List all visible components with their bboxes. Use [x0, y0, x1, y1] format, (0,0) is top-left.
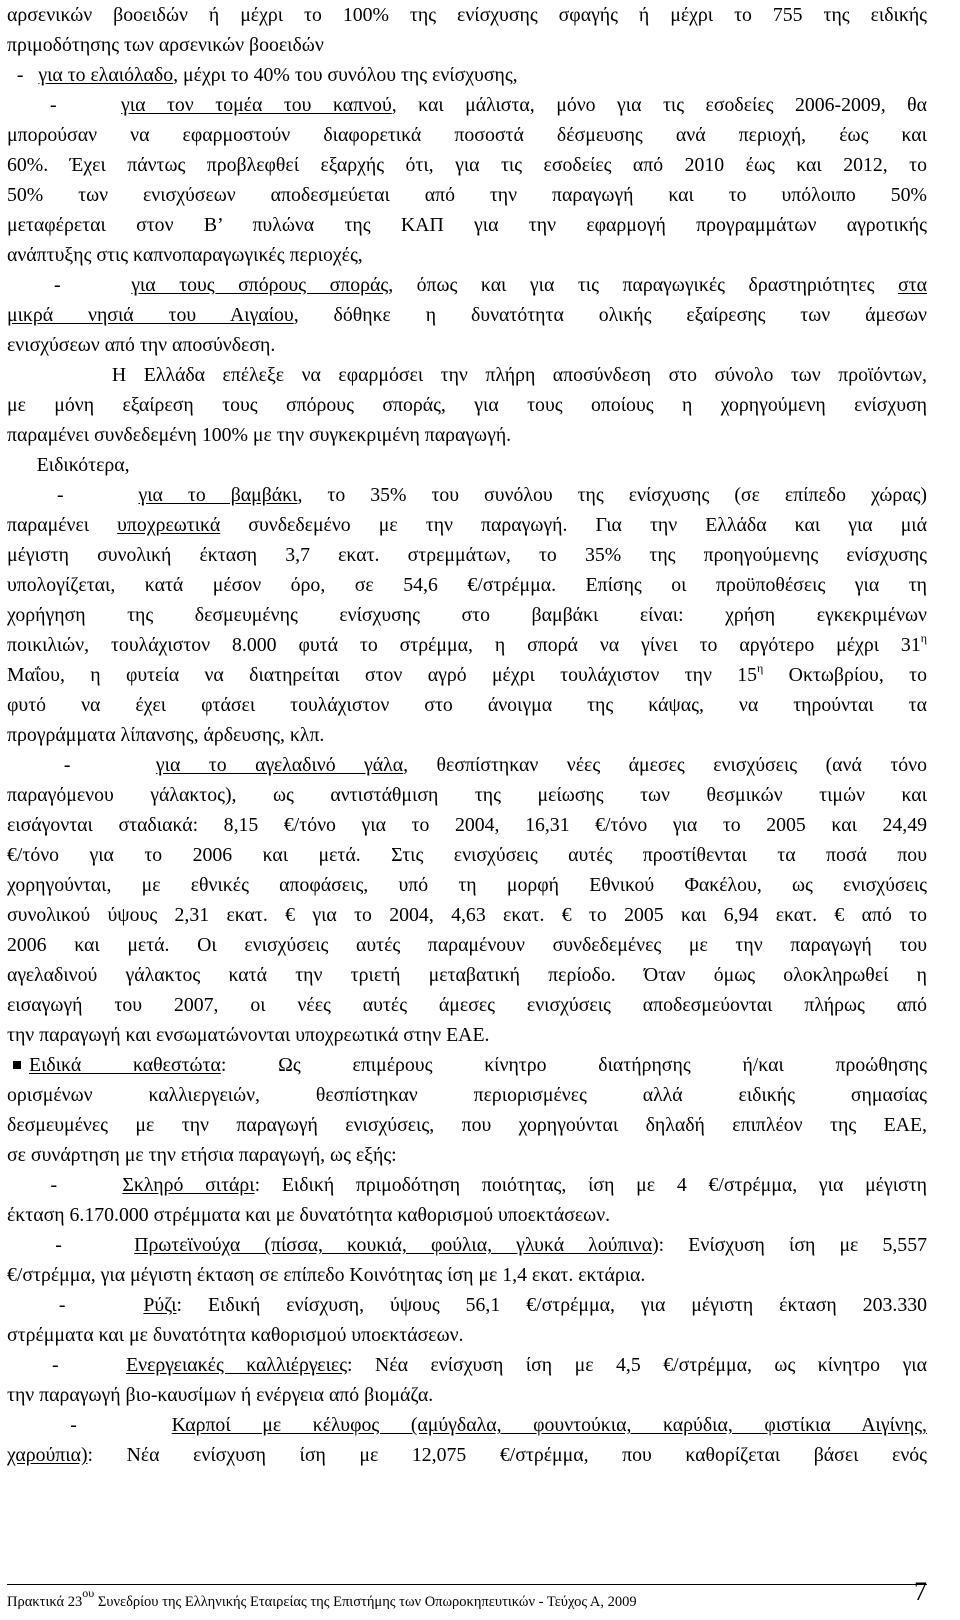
- text-run: -: [7, 1174, 123, 1196]
- text-run: σε συνάρτηση με την ετήσια παραγωγή, ως εξής:: [7, 1144, 397, 1166]
- text-line: [7, 1440, 927, 1470]
- page-number: 7: [914, 1577, 927, 1606]
- underlined-term: Καρποί με κέλυφος (αμύγδαλα, φουντούκια, καρύδια, φιστίκια Αιγίνης,: [171, 1414, 927, 1436]
- text-run: ανάπτυξης στις καπνοπαραγωγικές περιοχές,: [7, 244, 363, 266]
- text-line: [7, 660, 927, 690]
- text-line: [7, 60, 927, 90]
- text-line: [7, 300, 927, 330]
- text-run: μεταφέρεται στον Β’ πυλώνα της ΚΑΠ για την εφαρμογή προγραμμάτων αγροτικής: [7, 214, 927, 236]
- underlined-term: Πρωτεϊνούχα (πίσσα, κουκιά, φούλια, γλυκά λούπινα: [134, 1234, 653, 1256]
- text-line: [7, 1230, 927, 1260]
- text-line: [7, 330, 927, 360]
- text-run: αρσενικών βοοειδών ή μέχρι το 100% της ενίσχυσης σφαγής ή μέχρι το 755 της ειδικής: [7, 4, 927, 26]
- text-run: , θεσπίστηκαν νέες άμεσες ενισχύσεις (ανά τόνο: [403, 754, 927, 776]
- text-line: [7, 630, 927, 660]
- text-line: [7, 960, 927, 990]
- text-line: [7, 1350, 927, 1380]
- underlined-term: υποχρεωτικά: [117, 514, 221, 536]
- underlined-term: για τον τομέα του καπνού: [121, 94, 392, 116]
- text-line: [7, 1320, 927, 1350]
- text-run: έκταση 6.170.000 στρέμματα και με δυνατότητα καθορισμού υποεκτάσεων.: [7, 1204, 611, 1226]
- text-run: , όπως και για τις παραγωγικές δραστηριότητες: [388, 274, 899, 296]
- square-bullet-icon: [13, 1061, 21, 1069]
- text-run: μέγιστη συνολική έκταση 3,7 εκατ. στρεμμάτων, το 35% της προηγούμενης ενίσχυσης: [7, 544, 927, 566]
- text-run: 2006 και μετά. Οι ενισχύσεις αυτές παραμένουν συνδεδεμένες με την παραγωγή του: [7, 934, 927, 956]
- text-line: [7, 750, 927, 780]
- text-run: εισάγονται σταδιακά: 8,15 €/τόνο για το 2004, 16,31 €/τόνο για το 2005 και 24,49: [7, 814, 927, 836]
- text-line: [7, 720, 927, 750]
- text-line: [7, 1410, 927, 1440]
- text-run: : Ειδική ενίσχυση, ύψους 56,1 €/στρέμμα, για μέγιστη έκταση 203.330: [176, 1294, 927, 1316]
- text-line: [7, 30, 927, 60]
- text-line: [7, 840, 927, 870]
- footer-text-a: Πρακτικά 23: [7, 1594, 83, 1610]
- text-line: [7, 1080, 927, 1110]
- underlined-term: Ειδικά καθεστώτα: [29, 1054, 221, 1076]
- text-run: , μέχρι το 40% του συνόλου της ενίσχυσης,: [173, 64, 518, 86]
- text-run: ενισχύσεων από την αποσύνδεση.: [7, 334, 276, 356]
- text-run: ορισμένων καλλιεργειών, θεσπίστηκαν περιορισμένες αλλά ειδικής σημασίας: [7, 1084, 927, 1106]
- text-run: μπορούσαν να εφαρμοστούν διαφορετικά ποσοστά δέσμευσης ανά περιοχή, έως και: [7, 124, 927, 146]
- underlined-term: Σκληρό σιτάρι: [122, 1174, 255, 1196]
- text-run: ποικιλιών, τουλάχιστον 8.000 φυτά το στρέμμα, η σπορά να γίνει το αργότερο μέχρι 31: [7, 634, 921, 656]
- text-line: [7, 210, 927, 240]
- text-run: Οκτωβρίου, το: [763, 664, 927, 686]
- text-run: , δόθηκε η δυνατότητα ολικής εξαίρεσης των άμεσων: [293, 304, 928, 326]
- text-run: χορήγηση της δεσμευμένης ενίσχυσης στο βαμβάκι είναι: χρήση εγκεκριμένων: [7, 604, 927, 626]
- text-run: εισαγωγή του 2007, οι νέες αυτές άμεσες ενισχύσεις αποδεσμεύονται πλήρως από: [7, 994, 927, 1016]
- text-run: φυτό να έχει φτάσει τουλάχιστον στο άνοιγμα της κάψας, να τηρούνται τα: [7, 694, 927, 716]
- text-run: Ειδικότερα,: [7, 454, 130, 476]
- text-run: πριμοδότησης των αρσενικών βοοειδών: [7, 34, 324, 56]
- text-run: με μόνη εξαίρεση τους σπόρους σποράς, για τους οποίους η χορηγούμενη ενίσχυση: [7, 394, 927, 416]
- text-line: [7, 1380, 927, 1410]
- text-line: [7, 930, 927, 960]
- text-run: , και μάλιστα, μόνο για τις εσοδείες 2006-2009, θα: [391, 94, 927, 116]
- text-run: -: [7, 274, 132, 296]
- text-run: την παραγωγή και ενσωματώνονται υποχρεωτικά στην ΕΑΕ.: [7, 1024, 490, 1046]
- text-run: , το 35% του συνόλου της ενίσχυσης (σε επίπεδο χώρας): [297, 484, 927, 506]
- text-line: [7, 390, 927, 420]
- text-line: [7, 540, 927, 570]
- underlined-term: Ενεργειακές καλλιέργειες: [126, 1354, 348, 1376]
- text-run: -: [7, 484, 139, 506]
- text-run: 50% των ενισχύσεων αποδεσμεύεται από την παραγωγή και το υπόλοιπο 50%: [7, 184, 927, 206]
- underlined-term: για το βαμβάκι: [138, 484, 298, 506]
- underlined-term: για τους σπόρους σποράς: [131, 274, 389, 296]
- text-line: [7, 270, 927, 300]
- text-run: ): Ενίσχυση ίση με 5,557: [652, 1234, 927, 1256]
- text-run: -: [7, 1414, 172, 1436]
- text-line: [7, 120, 927, 150]
- text-line: [7, 600, 927, 630]
- text-run: χορηγούνται, με εθνικές αποφάσεις, υπό τη μορφή Εθνικού Φακέλου, ως ενισχύσεις: [7, 874, 927, 896]
- text-line: [7, 780, 927, 810]
- text-line: [7, 900, 927, 930]
- text-line: [7, 1020, 927, 1050]
- text-line: [7, 1050, 927, 1080]
- underlined-term: στα: [898, 274, 927, 296]
- superscript: η: [757, 661, 764, 675]
- text-line: [7, 870, 927, 900]
- text-run: : Νέα ενίσχυση ίση με 4,5 €/στρέμμα, ως κίνητρο για: [347, 1354, 927, 1376]
- text-run: την παραγωγή βιο-καυσίμων ή ενέργεια από βιομάζα.: [7, 1384, 434, 1406]
- text-line: [7, 990, 927, 1020]
- footer-superscript: ου: [82, 1586, 95, 1600]
- text-run: -: [7, 1294, 144, 1316]
- text-line: [7, 1200, 927, 1230]
- underlined-term: για το ελαιόλαδο: [38, 64, 174, 86]
- text-line: [7, 240, 927, 270]
- superscript: η: [920, 631, 927, 645]
- text-line: [7, 480, 927, 510]
- text-run: -: [7, 64, 39, 86]
- text-run: συνδεδεμένο με την παραγωγή. Για την Ελλάδα και για μιά: [220, 514, 927, 536]
- text-run: Μαΐου, η φυτεία να διατηρείται στον αγρό μέχρι τουλάχιστον την 15: [7, 664, 758, 686]
- text-run: συνολικού ύψους 2,31 εκατ. € για το 2004, 4,63 εκατ. € το 2005 και 6,94 εκατ. € από το: [7, 904, 927, 926]
- text-line: [7, 1290, 927, 1320]
- text-line: [7, 360, 927, 390]
- text-line: [7, 690, 927, 720]
- text-run: Η Ελλάδα επέλεξε να εφαρμόσει την πλήρη αποσύνδεση στο σύνολο των προϊόντων,: [7, 364, 927, 386]
- text-line: [7, 150, 927, 180]
- text-run: : Ως επιμέρους κίνητρο διατήρησης ή/και προώθησης: [220, 1054, 927, 1076]
- text-run: -: [7, 754, 156, 776]
- underlined-term: για το αγελαδινό γάλα: [155, 754, 404, 776]
- page-footer: [7, 1577, 927, 1615]
- text-line: [7, 1110, 927, 1140]
- footer-text-b: Συνεδρίου της Ελληνικής Εταιρείας της Επιστήμης των Οπωροκηπευτικών - Τεύχος Α, 2009: [94, 1594, 637, 1610]
- text-line: [7, 450, 927, 480]
- text-run: παραμένει: [7, 514, 118, 536]
- text-run: : Νέα ενίσχυση ίση με 12,075 €/στρέμμα, που καθορίζεται βάσει ενός: [87, 1444, 927, 1466]
- text-run: €/τόνο για το 2006 και μετά. Στις ενισχύσεις αυτές προστίθενται τα ποσά που: [7, 844, 927, 866]
- underlined-term: μικρά νησιά του Αιγαίου: [7, 304, 294, 326]
- underlined-term: χαρούπια): [7, 1444, 88, 1466]
- text-run: : Ειδική πριμοδότηση ποιότητας, ίση με 4 €/στρέμμα, για μέγιστη: [254, 1174, 927, 1196]
- text-run: υπολογίζεται, κατά μέσον όρο, σε 54,6 €/στρέμμα. Επίσης οι προϋποθέσεις για τη: [7, 574, 927, 596]
- text-line: [7, 0, 927, 30]
- text-run: στρέμματα και με δυνατότητα καθορισμού υποεκτάσεων.: [7, 1324, 464, 1346]
- text-line: [7, 90, 927, 120]
- text-line: [7, 1170, 927, 1200]
- text-run: παραγόμενου γάλακτος), ως αντιστάθμιση της μείωσης των θεσμικών τιμών και: [7, 784, 927, 806]
- text-line: [7, 510, 927, 540]
- text-run: -: [7, 1354, 127, 1376]
- text-line: [7, 570, 927, 600]
- text-line: [7, 1260, 927, 1290]
- text-run: -: [7, 94, 122, 116]
- text-run: παραμένει συνδεδεμένη 100% με την συγκεκριμένη παραγωγή.: [7, 424, 512, 446]
- text-run: δεσμευμένες με την παραγωγή ενισχύσεις, που χορηγούνται δηλαδή επιπλέον της ΕΑΕ,: [7, 1114, 927, 1136]
- text-line: [7, 1140, 927, 1170]
- underlined-term: Ρύζι: [143, 1294, 177, 1316]
- text-run: -: [7, 1234, 135, 1256]
- text-line: [7, 420, 927, 450]
- text-run: αγελαδινού γάλακτος κατά την τριετή μεταβατική περίοδο. Όταν όμως ολοκληρωθεί η: [7, 964, 927, 986]
- text-run: €/στρέμμα, για μέγιστη έκταση σε επίπεδο Κοινότητας ίση με 1,4 εκατ. εκτάρια.: [7, 1264, 646, 1286]
- text-run: προγράμματα λίπανσης, άρδευσης, κλπ.: [7, 724, 325, 746]
- text-line: [7, 810, 927, 840]
- text-line: [7, 180, 927, 210]
- text-run: 60%. Έχει πάντως προβλεφθεί εξαρχής ότι, για τις εσοδείες από 2010 έως και 2012, το: [7, 154, 927, 176]
